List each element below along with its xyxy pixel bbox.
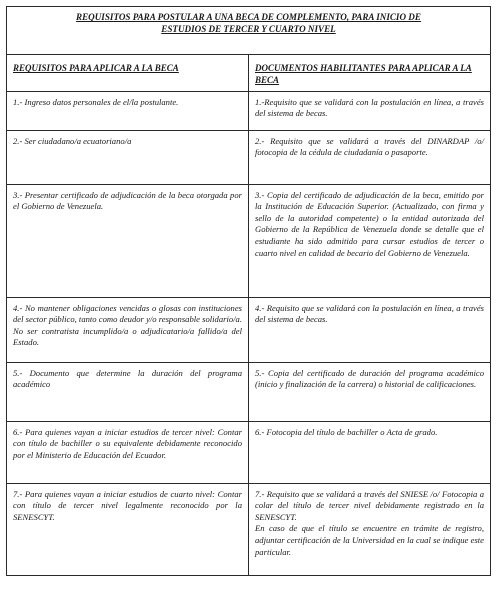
requirement-cell: 5.- Documento que determine la duración del programa académico <box>7 362 249 421</box>
document-text: 7.- Requisito que se validará a través del SNIESE /o/ Fotocopia a colar del título de tercer nivel debidamente registrado en la SENESCYT. <box>255 488 484 522</box>
title-line-2: ESTUDIOS DE TERCER Y CUARTO NIVEL <box>161 24 336 35</box>
title-row <box>7 7 491 55</box>
table-row <box>7 362 491 421</box>
requirement-cell: 4.- No mantener obligaciones vencidas o glosas con instituciones del sector público, tanto como deudor y/o responsable solidario/a. No ser contratista incumplido/a o adjudicatario/a fallido/a del Estado. <box>7 297 249 362</box>
table-row <box>7 91 491 130</box>
table-row <box>7 130 491 184</box>
header-row <box>7 55 491 92</box>
header-documentos: DOCUMENTOS HABILITANTES PARA APLICAR A LA BECA <box>249 55 491 92</box>
header-requisitos: REQUISITOS PARA APLICAR A LA BECA <box>7 55 249 92</box>
document-cell: 3.- Copia del certificado de adjudicación de la beca, emitido por la Institución de Educación Superior. (Actualizado, con firma y sello de la autoridad competente) o la entidad autorizada del Gobierno de la República de Venezuela donde se detalle que el estudiante ha sido admitido para cursar estudios de tercer o cuarto nivel en calidad de becario del Gobierno de Venezuela. <box>249 184 491 297</box>
table-title <box>7 7 491 55</box>
document-note: En caso de que el título se encuentre en trámite de registro, adjuntar certificación de la Universidad en la cual se indique este particular. <box>255 523 484 557</box>
title-line-1: REQUISITOS PARA POSTULAR A UNA BECA DE COMPLEMENTO, PARA INICIO DE <box>76 12 421 22</box>
document-cell: 2.- Requisito que se validará a través del DINARDAP /o/ fotocopia de la cédula de ciudadanía o pasaporte. <box>249 130 491 184</box>
table-row <box>7 421 491 483</box>
document-cell: 5.- Copia del certificado de duración del programa académico (inicio y finalización de la carrera) o historial de calificaciones. <box>249 362 491 421</box>
table-row <box>7 297 491 362</box>
requirement-cell: 1.- Ingreso datos personales de el/la postulante. <box>7 91 249 130</box>
document-cell: 1.-Requisito que se validará con la postulación en línea, a través del sistema de becas. <box>249 91 491 130</box>
document-cell <box>249 483 491 575</box>
document-cell: 4.- Requisito que se validará con la postulación en línea, a través del sistema de becas. <box>249 297 491 362</box>
table-row <box>7 184 491 297</box>
document-cell: 6.- Fotocopia del título de bachiller o Acta de grado. <box>249 421 491 483</box>
requirement-cell: 6.- Para quienes vayan a iniciar estudios de tercer nivel: Contar con título de bachiller o su equivalente debidamente reconocido por el Ministerio de Educación del Ecuador. <box>7 421 249 483</box>
requirement-cell: 3.- Presentar certificado de adjudicación de la beca otorgada por el Gobierno de Venezuela. <box>7 184 249 297</box>
requirement-cell: 7.- Para quienes vayan a iniciar estudios de cuarto nivel: Contar con título de tercer nivel legalmente reconocido por la SENESCYT. <box>7 483 249 575</box>
requirements-table <box>6 6 491 576</box>
requirement-cell: 2.- Ser ciudadano/a ecuatoriano/a <box>7 130 249 184</box>
table-row <box>7 483 491 575</box>
